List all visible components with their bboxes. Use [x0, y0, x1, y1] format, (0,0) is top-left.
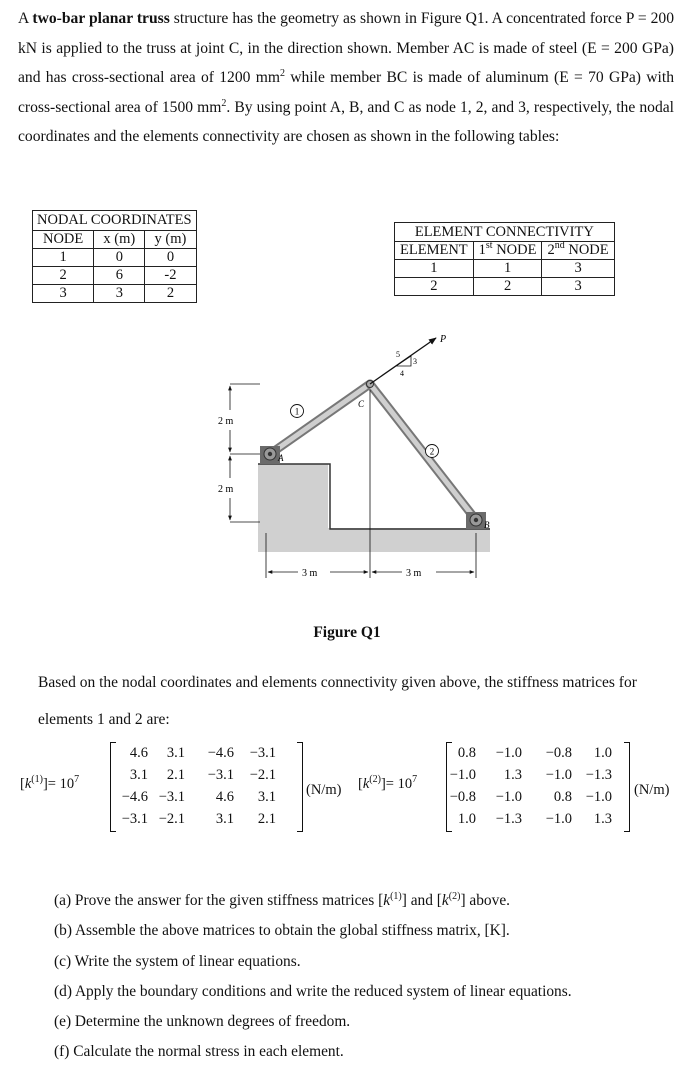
matrix-cell: 1.3: [593, 811, 612, 827]
k1-label: $[k^{(1)}]= 10^7$: [20, 774, 80, 792]
matrix-cell: 2.1: [166, 767, 185, 783]
truss-figure: [200, 328, 490, 590]
question-d: (d) Apply the boundary conditions and write the reduced system of linear equations.: [54, 982, 572, 1000]
figure-caption: Figure Q1: [313, 624, 381, 641]
question-e: (e) Determine the unknown degrees of freedom.: [54, 1013, 351, 1031]
label-p: P: [440, 334, 447, 345]
matrix-cell: 1.3: [503, 767, 522, 783]
matrix-cell: −1.3: [585, 767, 612, 783]
table-cell: 0: [94, 249, 145, 267]
conn-header-sup: nd: [554, 240, 565, 252]
table-cell: 2: [473, 278, 542, 296]
table-row: [33, 249, 197, 267]
k1-unit: (N/m): [306, 782, 342, 798]
slope-label-3: 3: [413, 357, 417, 366]
matrix-cell: −1.0: [449, 767, 476, 783]
nodal-coordinates-table: [32, 210, 197, 303]
table-row: [395, 260, 615, 278]
table-cell: 0: [145, 249, 196, 267]
table-cell: -2: [145, 267, 196, 285]
conn-header-text: NODE: [492, 242, 537, 258]
k1-equals: = 10: [47, 776, 75, 792]
label-b: B: [484, 520, 490, 530]
ground-structure: [258, 464, 490, 552]
matrix-cell: −1.3: [495, 811, 522, 827]
problem-statement: [18, 4, 674, 152]
k2-grid: [448, 742, 612, 830]
intro-text-2: structure has the geometry as shown in Figure Q1. A concentrated force P = 200 kN is applied to the truss at joint C, in the direction shown. Member AC is made of steel (E = 200 GPa) and has cross-sectional area of 1200 mm: [18, 10, 675, 87]
table-cell: 3: [542, 278, 614, 296]
question-a-symbol: k: [441, 892, 449, 909]
question-a-sup: (2): [448, 890, 461, 902]
conn-table-title: ELEMENT CONNECTIVITY: [395, 223, 615, 242]
matrix-cell: −2.1: [158, 811, 185, 827]
matrix-cell: 1.0: [457, 811, 476, 827]
matrix-cell: −0.8: [545, 745, 572, 761]
table-cell: 2: [33, 267, 94, 285]
intro-bold-term: two-bar planar truss: [32, 10, 170, 27]
question-b: (b) Assemble the above matrices to obtain the global stiffness matrix, [K].: [54, 922, 510, 940]
k1-exponent: 7: [74, 774, 80, 786]
matrix-cell: 2.1: [257, 811, 276, 827]
question-a: [54, 886, 572, 916]
slope-label-4: 4: [400, 369, 404, 378]
matrix-cell: 0.8: [553, 789, 572, 805]
k2-symbol: k: [362, 776, 370, 792]
k1-grid: [112, 742, 284, 830]
dim-2m-top: 2 m: [218, 416, 234, 427]
dim-3m-left: 3 m: [302, 568, 318, 579]
table-cell: 3: [33, 285, 94, 303]
k2-exponent: 7: [412, 774, 418, 786]
basis-text: Based on the nodal coordinates and elements connectivity given above, the stiffness matrices for elements 1 and 2 are:: [38, 674, 637, 728]
label-a: A: [278, 453, 284, 463]
matrix-cell: −1.0: [585, 789, 612, 805]
matrix-cell: 3.1: [166, 745, 185, 761]
matrix-cell: 4.6: [129, 745, 148, 761]
nodal-header-x: x (m): [94, 231, 145, 249]
conn-header-sup: st: [485, 240, 493, 252]
intro-text-3: while member BC is made of aluminum (E = 70 GPa) with cross-sectional area of 1500 mm: [18, 69, 674, 116]
question-a-text: (a) Prove the answer for the given stiffness matrices [: [54, 892, 384, 909]
matrix-cell: −4.6: [207, 745, 234, 761]
matrix-cell: −1.0: [545, 811, 572, 827]
matrix-cell: −1.0: [545, 767, 572, 783]
support-a: [260, 446, 280, 464]
matrix-cell: −2.1: [249, 767, 276, 783]
member-2-label: 2: [429, 446, 435, 457]
k2-superscript: (2): [369, 774, 381, 786]
k2-label: $[k^{(2)}]= 10^7$: [358, 774, 418, 792]
question-c: (c) Write the system of linear equations.: [54, 952, 301, 970]
matrix-cell: −1.0: [495, 789, 522, 805]
matrix-cell: −4.6: [121, 789, 148, 805]
question-list: [54, 886, 572, 1068]
question-a-text: ] above.: [460, 892, 511, 909]
dim-3m-right: 3 m: [406, 568, 422, 579]
matrix-cell: 3.1: [129, 767, 148, 783]
k2-unit: (N/m): [634, 782, 670, 798]
conn-header-text: 1: [478, 242, 486, 258]
question-a-sup: (1): [390, 890, 402, 902]
matrix-cell: 3.1: [215, 811, 234, 827]
conn-header-first-node: [473, 242, 542, 260]
intro-superscript-1: 2: [279, 68, 285, 79]
nodal-header-y: y (m): [145, 231, 196, 249]
matrix-cell: 4.6: [215, 789, 234, 805]
table-cell: 6: [94, 267, 145, 285]
intro-text-4: . By using point A, B, and C as node 1, 2, and 3, respectively, the nodal coordinates and the elements connectivity are chosen as shown in the following tables:: [18, 98, 674, 146]
table-cell: 1: [473, 260, 542, 278]
slope-label-5: 5: [396, 350, 400, 359]
matrix-cell: 3.1: [257, 789, 276, 805]
dim-2m-bottom: 2 m: [218, 484, 234, 495]
matrix-cell: −3.1: [207, 767, 234, 783]
label-c: C: [358, 399, 365, 409]
nodal-table-title: NODAL COORDINATES: [33, 211, 197, 231]
conn-header-text: 2: [547, 242, 555, 258]
question-a-text: ] and [: [401, 892, 442, 909]
element-connectivity-table: [394, 222, 615, 296]
question-a-symbol: k: [383, 892, 391, 909]
matrix-cell: −3.1: [249, 745, 276, 761]
support-b: [466, 512, 486, 529]
matrix-cell: 1.0: [593, 745, 612, 761]
vertical-dimensions: [230, 384, 260, 522]
table-cell: 3: [542, 260, 614, 278]
table-row: [33, 267, 197, 285]
k1-superscript: (1): [31, 774, 43, 786]
intro-text-1: A: [18, 10, 33, 27]
k2-equals: = 10: [385, 776, 413, 792]
table-row: [33, 285, 197, 303]
matrix-cell: 0.8: [457, 745, 476, 761]
conn-header-second-node: [542, 242, 614, 260]
intro-superscript-2: 2: [221, 97, 227, 109]
matrix-cell: −3.1: [121, 811, 148, 827]
matrix-cell: −3.1: [158, 789, 185, 805]
table-cell: 2: [395, 278, 474, 296]
nodal-header-node: NODE: [33, 231, 94, 249]
conn-header-text: NODE: [564, 242, 609, 258]
matrix-cell: −1.0: [495, 745, 522, 761]
table-cell: 2: [145, 285, 196, 303]
table-cell: 3: [94, 285, 145, 303]
matrix-cell: −0.8: [449, 789, 476, 805]
k1-symbol: k: [24, 776, 32, 792]
member-1-label: 1: [294, 406, 300, 417]
conn-header-element: ELEMENT: [395, 242, 474, 260]
table-cell: 1: [395, 260, 474, 278]
table-row: [395, 278, 615, 296]
table-cell: 1: [33, 249, 94, 267]
question-f: (f) Calculate the normal stress in each element.: [54, 1043, 344, 1061]
